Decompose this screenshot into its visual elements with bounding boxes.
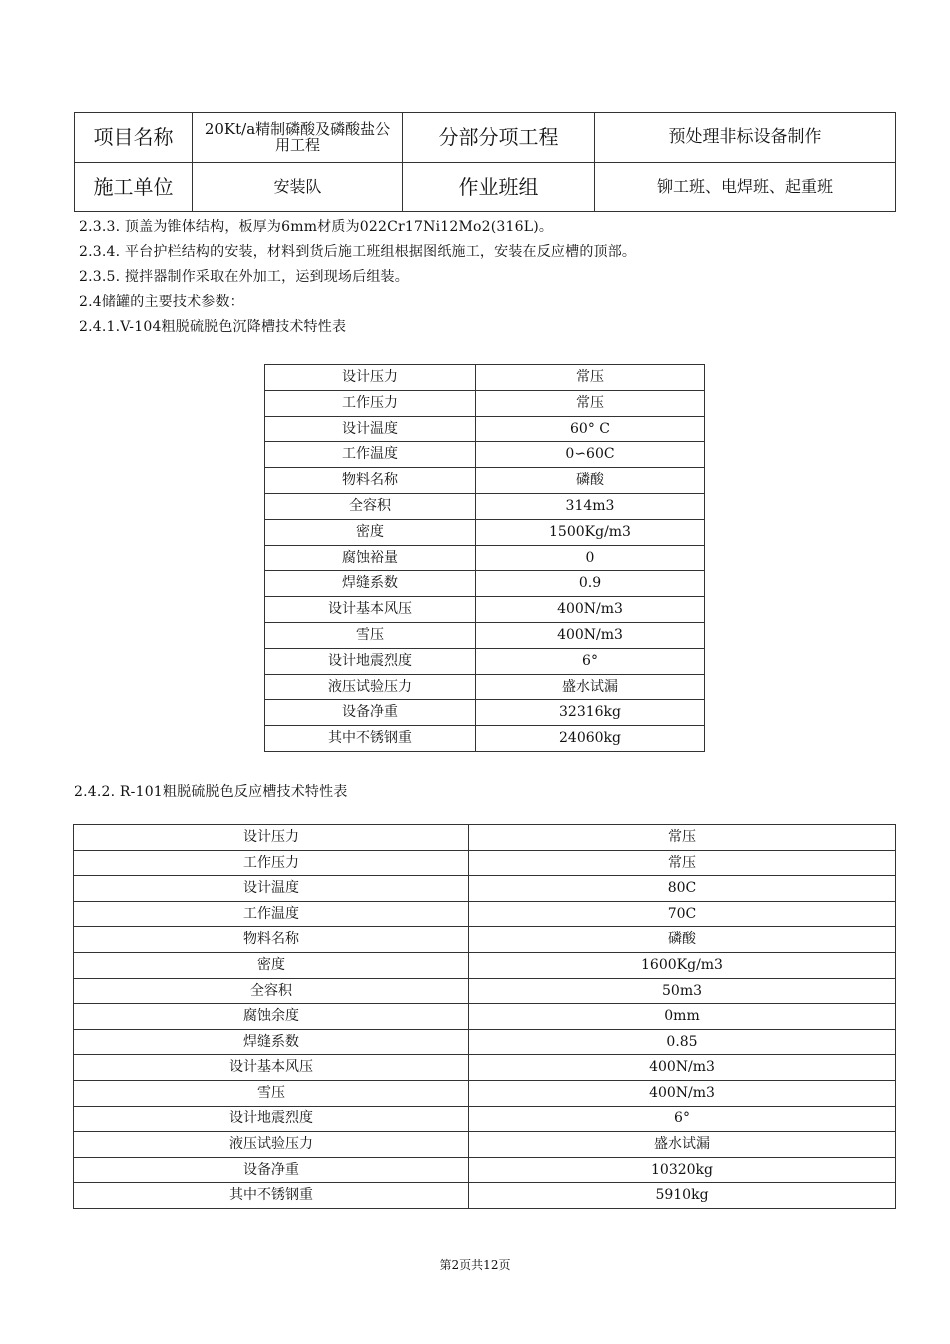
table-row [74,1029,896,1055]
paragraph-2-3-5: 2.3.5. 搅拌器制作采取在外加工，运到现场后组装。 [79,269,409,285]
table-row [265,648,705,674]
sub-project-value: 预处理非标设备制作 [595,113,896,163]
parameter-name-cell: 腐蚀裕量 [265,545,476,571]
table-row [74,978,896,1004]
table-row [265,597,705,623]
table-row [74,1183,896,1209]
table-row [74,952,896,978]
parameter-name-cell: 设计温度 [265,416,476,442]
parameter-name-cell: 设备净重 [74,1157,469,1183]
table-row [74,1080,896,1106]
parameter-value-cell: 60° C [476,416,705,442]
parameter-value-cell: 6° [476,648,705,674]
parameter-value-cell: 0∽60C [476,442,705,468]
parameter-name-cell: 设计压力 [74,825,469,851]
parameter-name-cell: 物料名称 [265,468,476,494]
parameter-name-cell: 焊缝系数 [265,571,476,597]
parameter-name-cell: 雪压 [74,1080,469,1106]
table-row [265,519,705,545]
parameter-value-cell: 盛水试漏 [469,1132,896,1158]
parameter-name-cell: 焊缝系数 [74,1029,469,1055]
page-number-footer: 第2页共12页 [439,1258,511,1272]
paragraph-2-3-3: 2.3.3. 顶盖为锥体结构，板厚为6mm材质为022Cr17Ni12Mo2(316L)。 [79,219,554,235]
parameter-value-cell: 50m3 [469,978,896,1004]
parameter-value-cell: 盛水试漏 [476,674,705,700]
table-row [265,622,705,648]
parameter-value-cell: 常压 [469,850,896,876]
parameter-value-cell: 常压 [469,825,896,851]
parameter-name-cell: 设计地震烈度 [74,1106,469,1132]
v104-spec-table [264,364,705,752]
parameter-value-cell: 314m3 [476,493,705,519]
construction-unit-label: 施工单位 [75,163,193,212]
parameter-value-cell: 0.85 [469,1029,896,1055]
table-row [265,545,705,571]
r101-spec-table [73,824,896,1209]
table-row [265,674,705,700]
construction-unit-value: 安装队 [193,163,403,212]
parameter-name-cell: 密度 [74,952,469,978]
work-team-label: 作业班组 [403,163,595,212]
table-row [265,726,705,752]
parameter-name-cell: 物料名称 [74,927,469,953]
parameter-name-cell: 全容积 [74,978,469,1004]
parameter-value-cell: 常压 [476,390,705,416]
table-row [265,390,705,416]
parameter-value-cell: 400N/m3 [476,597,705,623]
table-row [74,1157,896,1183]
parameter-value-cell: 0 [476,545,705,571]
table-row [265,493,705,519]
parameter-name-cell: 工作压力 [265,390,476,416]
project-name-label: 项目名称 [75,113,193,163]
parameter-name-cell: 工作压力 [74,850,469,876]
table-row [74,1132,896,1158]
table-row [265,571,705,597]
parameter-name-cell: 液压试验压力 [265,674,476,700]
project-name-value: 20Kt/a精制磷酸及磷酸盐公用工程 [193,113,403,163]
table-row [74,825,896,851]
parameter-name-cell: 设计温度 [74,876,469,902]
parameter-name-cell: 其中不锈钢重 [74,1183,469,1209]
parameter-value-cell: 1600Kg/m3 [469,952,896,978]
parameter-name-cell: 设计压力 [265,365,476,391]
section-heading-2-4: 2.4储罐的主要技术参数： [79,294,244,310]
table-row [74,876,896,902]
parameter-name-cell: 工作温度 [265,442,476,468]
parameter-value-cell: 80C [469,876,896,902]
parameter-name-cell: 设备净重 [265,700,476,726]
parameter-name-cell: 设计地震烈度 [265,648,476,674]
parameter-name-cell: 设计基本风压 [265,597,476,623]
header-row [75,163,896,212]
parameter-value-cell: 磷酸 [469,927,896,953]
table2-caption: 2.4.2. R-101粗脱硫脱色反应槽技术特性表 [74,784,348,800]
parameter-value-cell: 6° [469,1106,896,1132]
paragraph-2-3-4: 2.3.4. 平台护栏结构的安装，材料到货后施工班组根据图纸施工，安装在反应槽的顶部。 [79,244,637,260]
parameter-value-cell: 70C [469,901,896,927]
project-header-table [74,112,896,212]
parameter-value-cell: 5910kg [469,1183,896,1209]
parameter-name-cell: 其中不锈钢重 [265,726,476,752]
header-row [75,113,896,163]
table-row [265,700,705,726]
table-row [265,365,705,391]
parameter-name-cell: 液压试验压力 [74,1132,469,1158]
table-row [74,1106,896,1132]
table-row [74,1004,896,1030]
parameter-name-cell: 全容积 [265,493,476,519]
parameter-value-cell: 10320kg [469,1157,896,1183]
table-row [74,927,896,953]
parameter-value-cell: 24060kg [476,726,705,752]
parameter-value-cell: 400N/m3 [476,622,705,648]
parameter-value-cell: 0mm [469,1004,896,1030]
parameter-value-cell: 常压 [476,365,705,391]
table1-caption: 2.4.1.V-104粗脱硫脱色沉降槽技术特性表 [79,319,347,335]
parameter-value-cell: 1500Kg/m3 [476,519,705,545]
parameter-value-cell: 400N/m3 [469,1055,896,1081]
table-row [74,901,896,927]
table-row [265,442,705,468]
sub-project-label: 分部分项工程 [403,113,595,163]
parameter-value-cell: 0.9 [476,571,705,597]
parameter-value-cell: 400N/m3 [469,1080,896,1106]
table-row [74,850,896,876]
parameter-value-cell: 32316kg [476,700,705,726]
parameter-name-cell: 腐蚀余度 [74,1004,469,1030]
table-row [74,1055,896,1081]
table-row [265,416,705,442]
table-row [265,468,705,494]
parameter-name-cell: 设计基本风压 [74,1055,469,1081]
work-team-value: 铆工班、电焊班、起重班 [595,163,896,212]
parameter-name-cell: 雪压 [265,622,476,648]
parameter-name-cell: 密度 [265,519,476,545]
parameter-name-cell: 工作温度 [74,901,469,927]
parameter-value-cell: 磷酸 [476,468,705,494]
